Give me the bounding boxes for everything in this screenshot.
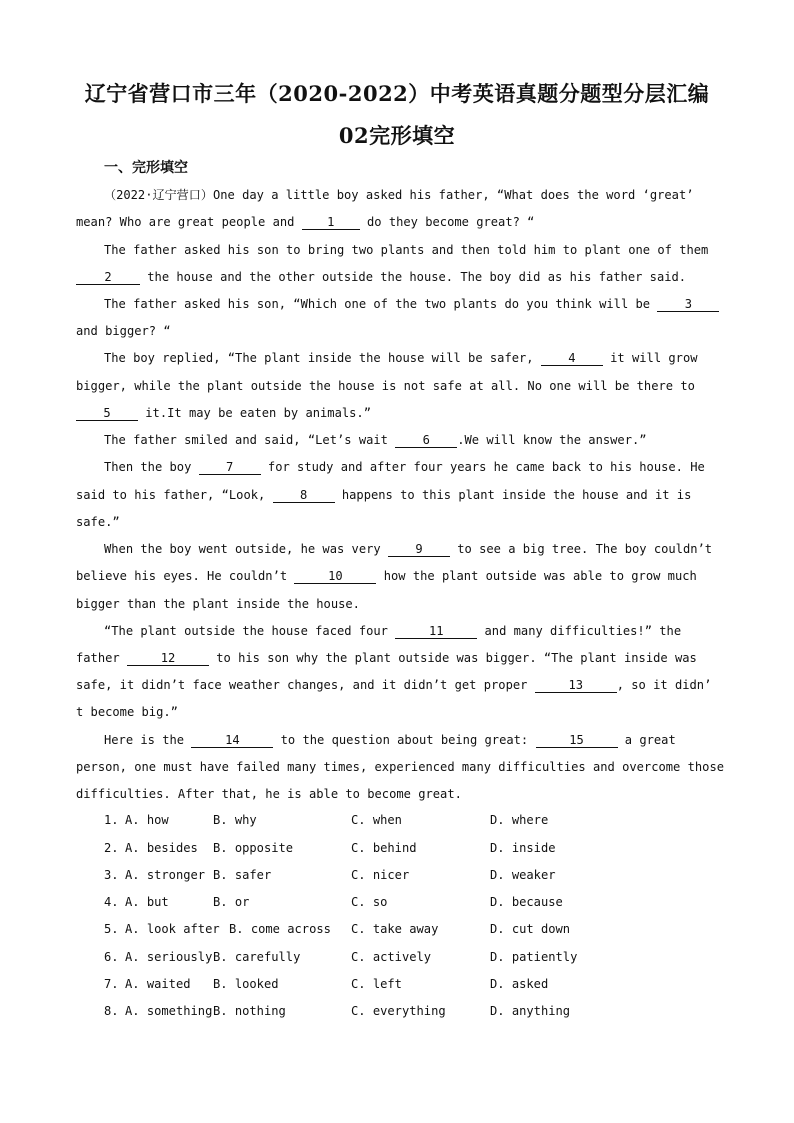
document-title: 辽宁省营口市三年（2020-2022）中考英语真题分题型分层汇编: [84, 81, 710, 106]
blank-11: 11: [395, 624, 477, 639]
document-subtitle: 02完形填空: [338, 123, 456, 148]
passage-line: （2022·辽宁营口）One day a little boy asked his father, “What does the word ‘great’: [104, 188, 694, 202]
passage-line: The father asked his son to bring two plants and then told him to plant one of them: [104, 243, 709, 257]
blank-10: 10: [294, 569, 376, 584]
passage-line: difficulties. After that, he is able to become great.: [76, 787, 462, 801]
passage-line: The boy replied, “The plant inside the house will be safer, 4 it will grow: [104, 351, 698, 365]
passage-line: Here is the 14 to the question about being great: 15 a great: [104, 733, 676, 747]
passage-line: mean? Who are great people and 1 do they become great? “: [76, 215, 535, 229]
document-page: 辽宁省营口市三年（2020-2022）中考英语真题分题型分层汇编 02完形填空 一、完形填空 （2022·辽宁营口）One day a little boy asked his father, “What does the word ‘great’ mean? Who are great people and 1 do they become great? “ The father asked his son to bring two plants and then told him to plant one of them 2 the house and the other outside the house. The boy did as his father said. The father asked his son, “Which one of the two plants do you think will be 3 and bigger? “ The boy replied, “The plant inside the house will be safer, 4 it will grow bigger, while the plant outside the house is not safe at all. No one will be there to 5 it.It may be eaten by animals.” The father smiled and said, “Let’s wait 6 .We will know the answer.” Then the boy 7 for study and after four years he came back to his house. He said to his father, “Look, 8 happens to this plant inside the house and it is safe.” When the boy went outside, he was very 9 to see a big tree. The boy couldn’t believe his eyes. He couldn’t 10 how the plant outside was able to grow much bigger than the plant inside the house. “The plant outside the house faced four 11 and many difficulties!” the father 12 to his son why the plant outside was bigger. “The plant inside was safe, it didn’t face weather changes, and it didn’t get proper 13 , so it didn’ t become big.” Here is the 14 to the question about being great: 15 a great person, one must have failed many times, experienced many difficulties and overcome those difficulties. After that, he is able to become great. 1. A. how B. why C. when D. where 2. A. besides B. opposite C. behind D. inside 3. A. stronger B. safer C. nicer D. weaker 4. A. but B. or C. so D. because 5. A. look after B. come across C. take away D. cut down 6. A. seriously B. carefully C. actively D. patiently 7. A. waited B. looked C. left D. asked 8. A. something B. nothing C. everything D. anything: [0, 0, 794, 1123]
passage-line: safe.”: [76, 515, 120, 529]
passage-line: safe, it didn’t face weather changes, and it didn’t get proper 13 , so it didn’: [76, 678, 712, 692]
passage-line: and bigger? “: [76, 324, 171, 338]
blank-7: 7: [199, 460, 261, 475]
blank-15: 15: [536, 733, 618, 748]
blank-9: 9: [388, 542, 450, 557]
passage-line: believe his eyes. He couldn’t 10 how the plant outside was able to grow much: [76, 569, 697, 583]
blank-8: 8: [273, 488, 335, 503]
passage-line: 5 it.It may be eaten by animals.”: [76, 405, 716, 422]
passage-line: “The plant outside the house faced four 11 and many difficulties!” the: [104, 624, 682, 638]
passage-line: person, one must have failed many times, experienced many difficulties and overcome those: [76, 760, 725, 774]
blank-1: 1: [302, 215, 360, 230]
passage-line: bigger, while the plant outside the house is not safe at all. No one will be there to: [76, 379, 695, 393]
passage-line: The father smiled and said, “Let’s wait 6 .We will know the answer.”: [104, 433, 647, 447]
passage-line: bigger than the plant inside the house.: [76, 597, 360, 611]
blank-5: 5: [76, 406, 138, 421]
passage-line: said to his father, “Look, 8 happens to this plant inside the house and it is: [76, 488, 692, 502]
section-heading: 一、完形填空: [104, 160, 188, 176]
blank-12: 12: [127, 651, 209, 666]
blank-2: 2: [76, 270, 140, 285]
passage-line: 2 the house and the other outside the house. The boy did as his father said.: [76, 269, 716, 286]
blank-14: 14: [191, 733, 273, 748]
passage-line: The father asked his son, “Which one of the two plants do you think will be 3: [104, 296, 744, 313]
blank-6: 6: [395, 433, 457, 448]
passage-line: father 12 to his son why the plant outside was bigger. “The plant inside was: [76, 651, 697, 665]
passage-line: When the boy went outside, he was very 9 to see a big tree. The boy couldn’t: [104, 542, 713, 556]
blank-4: 4: [541, 351, 603, 366]
passage-line: Then the boy 7 for study and after four years he came back to his house. He: [104, 460, 705, 474]
blank-3: 3: [657, 297, 719, 312]
blank-13: 13: [535, 678, 617, 693]
passage-line: t become big.”: [76, 705, 178, 719]
